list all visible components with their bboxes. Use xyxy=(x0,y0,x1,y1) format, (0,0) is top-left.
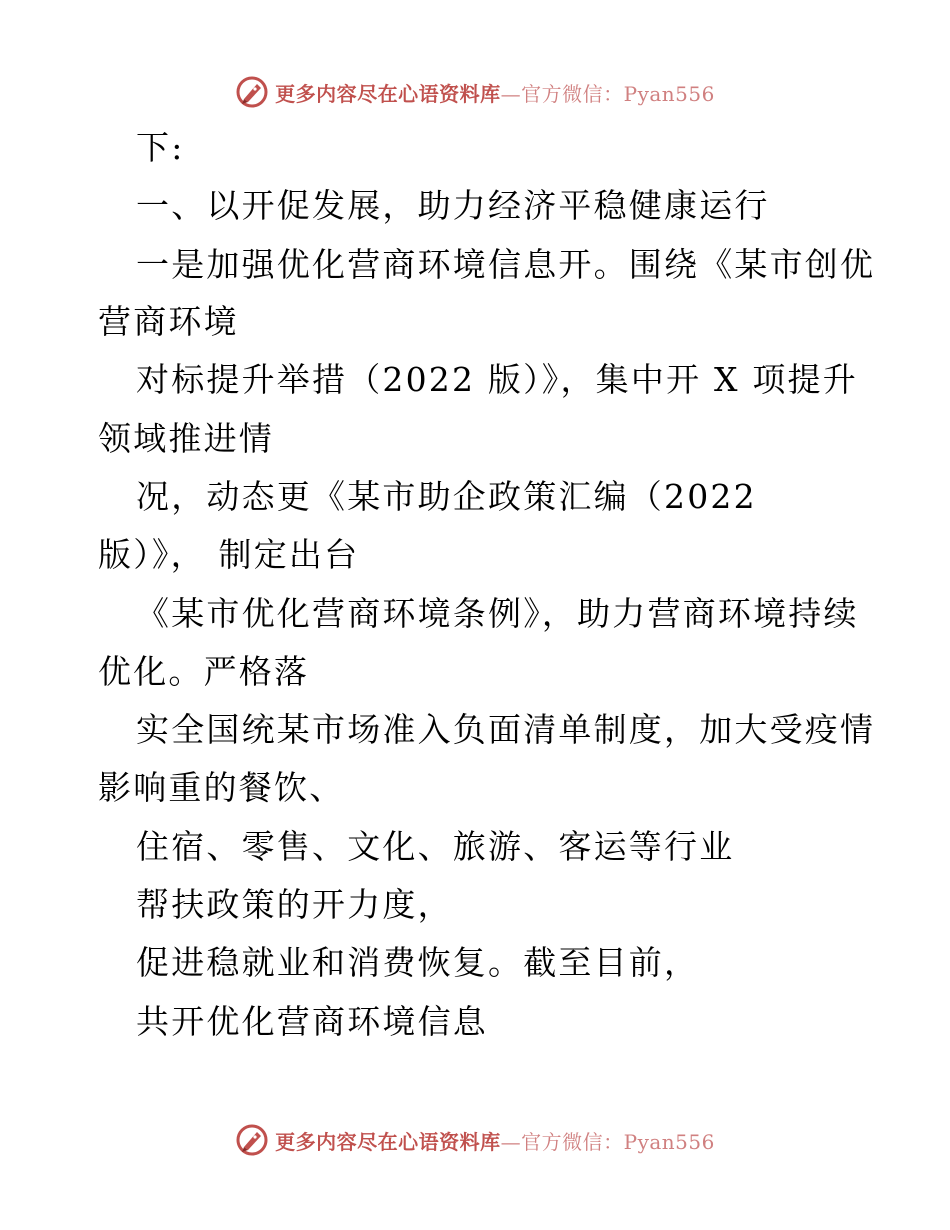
watermark-separator: — xyxy=(500,1129,522,1154)
body-line: 优化。严格落 xyxy=(98,652,310,691)
watermark-text xyxy=(275,78,715,107)
body-line: 营商环境 xyxy=(98,302,239,341)
watermark-text xyxy=(275,1126,715,1155)
body-line: 版）》， 制定出台 xyxy=(98,535,360,574)
pen-logo-icon xyxy=(235,75,269,109)
body-line: 对标提升举措（2022 版）》，集中开 X 项提升 xyxy=(136,360,858,399)
watermark-contact-text: 官方微信：Pyan556 xyxy=(521,1129,715,1154)
body-line: 领域推进情 xyxy=(98,419,274,458)
body-line: 影响重的餐饮、 xyxy=(98,768,345,807)
header-watermark xyxy=(0,72,950,112)
watermark-separator: — xyxy=(500,81,522,106)
pen-logo-icon xyxy=(235,1123,269,1157)
section-heading: 一、以开促发展，助力经济平稳健康运行 xyxy=(136,186,770,225)
body-line: 《某市优化营商环境条例》，助力营商环境持续 xyxy=(136,594,859,633)
watermark-site-text: 更多内容尽在心语资料库 xyxy=(275,1129,501,1154)
body-line: 住宿、零售、文化、旅游、客运等行业 xyxy=(136,827,735,866)
body-line: 共开优化营商环境信息 xyxy=(136,1002,488,1041)
body-line: 一是加强优化营商环境信息开。围绕《某市创优 xyxy=(136,245,876,284)
body-line: 下: xyxy=(136,128,185,167)
watermark-contact-text: 官方微信：Pyan556 xyxy=(521,81,715,106)
body-line: 实全国统某市场准入负面清单制度，加大受疫情 xyxy=(136,710,876,749)
body-line: 帮扶政策的开力度， xyxy=(136,885,453,924)
footer-watermark xyxy=(0,1120,950,1160)
body-line: 促进稳就业和消费恢复。截至目前， xyxy=(136,943,700,982)
watermark-site-text: 更多内容尽在心语资料库 xyxy=(275,81,501,106)
body-line: 况，动态更《某市助企政策汇编（2022 xyxy=(136,477,757,516)
